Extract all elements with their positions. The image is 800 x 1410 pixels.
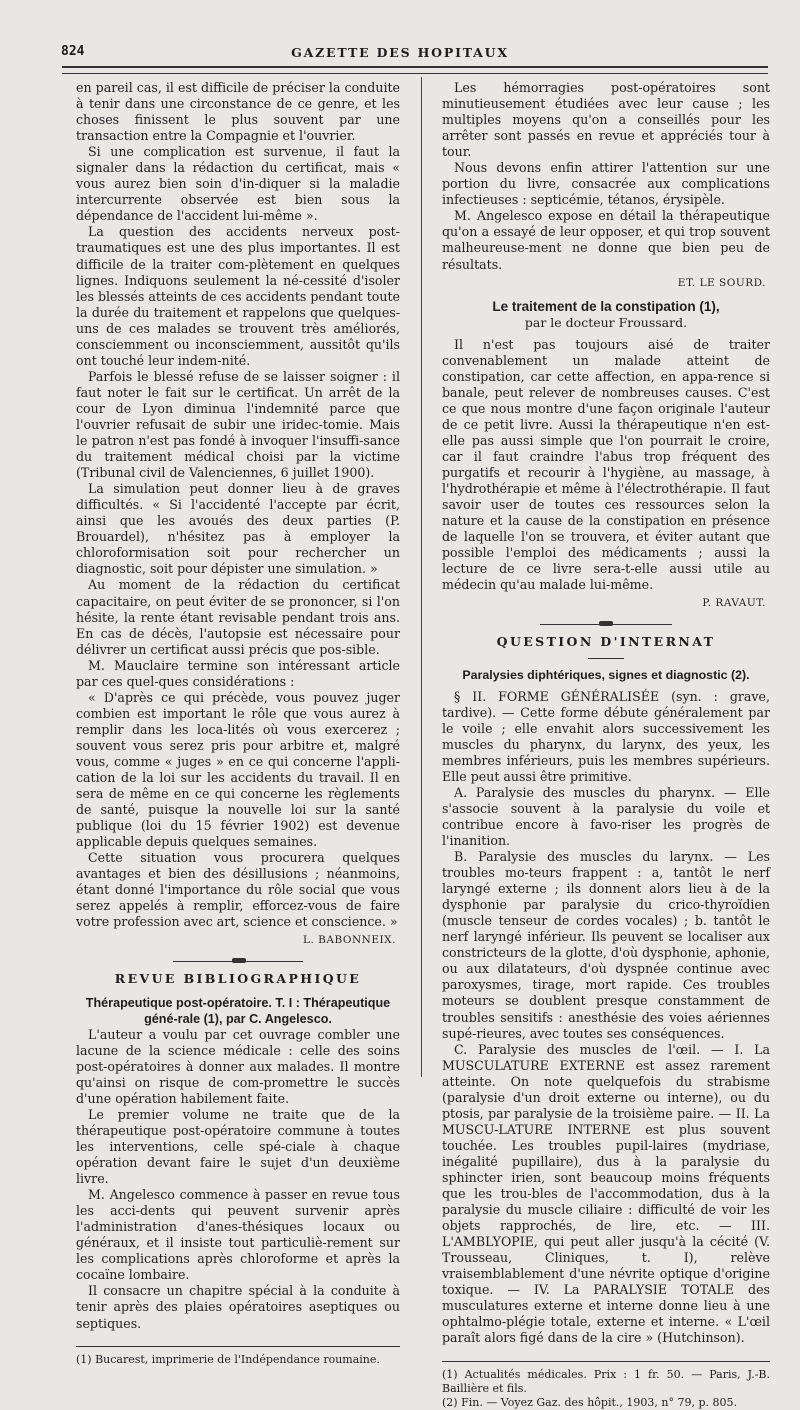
paragraph: Les hémorragies post-opératoires sont minutieusement étudiées avec leur cause ; les multiples moyens qu'on a conseillés pour les arrêter sont passés en revue et appréciés tour à tour.: [442, 80, 770, 160]
paragraph: M. Mauclaire termine son intéressant article par ces quel-ques considérations :: [76, 657, 400, 689]
subsection-title: Paralysies diphtériques, signes et diagnostic (2).: [462, 667, 750, 682]
footnote: (1) Bucarest, imprimerie de l'Indépendance roumaine.: [76, 1352, 380, 1366]
header-rule: [62, 66, 768, 74]
author-signature: ET. LE SOURD.: [677, 276, 766, 289]
ornament-separator: [442, 620, 770, 628]
ornament-separator: [76, 957, 400, 965]
page-number: 824: [61, 44, 85, 59]
footnote: (1) Actualités médicales. Prix : 1 fr. 50. — Paris, J.-B. Baillière et fils.: [442, 1367, 770, 1395]
right-column: [442, 80, 770, 1410]
short-rule: [588, 658, 624, 659]
article-title: Le traitement de la constipation (1),: [492, 298, 720, 314]
paragraph: Parfois le blessé refuse de se laisser soigner : il faut noter le fait sur le certificat. Un arrêt de la cour de Lyon diminua l'indemnité parce que l'ouvrier refusait de subir une iridec-tomie. Mais le patron n'est pas fondé à invoquer l'insuffi-sance du traitement médical choisi par la victime (Tribunal civil de Valenciennes, 6 juillet 1900).: [76, 368, 400, 481]
footnote: (2) Fin. — Voyez Gaz. des hôpit., 1903, n° 79, p. 805.: [442, 1395, 737, 1409]
author-signature: L. BABONNEIX.: [303, 934, 396, 947]
column-divider: [421, 77, 422, 1077]
paragraph: Il n'est pas toujours aisé de traiter convenablement un malade atteint de constipation, car cette affection, en appa-rence si banale, peut relever de nombreuses causes. C'est ce que nous montre d'une façon originale l'auteur de ce petit livre. Aussi la thérapeutique n'en est-elle pas aussi simple que l'on pourrait le croire, car il faut craindre l'abus trop fréquent des purgatifs et recourir à l'hygiène, au massage, à l'hydrothérapie et même à l'électrothérapie. Il faut savoir user de toutes ces ressources selon la nature et la cause de la constipation en présence de laquelle l'on se trouvera, et éviter autant que possible l'emploi des médicaments ; aussi la lecture de ce livre sera-t-elle aussi utile au médecin qu'au malade lui-même.: [442, 336, 770, 593]
paragraph: M. Angelesco commence à passer en revue tous les acci-dents qui peuvent survenir après l'administration d'anes-thésiques locaux ou généraux, et il insiste tout particuliè-rement sur les complications après chloroforme et après la cocaïne lombaire.: [76, 1187, 400, 1283]
article-author: par le docteur Froussard.: [524, 314, 688, 330]
paragraph: en pareil cas, il est difficile de préciser la conduite à tenir dans une circonstance de ce genre, et les choses finissent le plus souvent par une transaction entre la Compagnie et l'ouvrier.: [76, 80, 400, 144]
paragraph: La question des accidents nerveux post-traumatiques est une des plus importantes. Il est difficile de la traiter com-plètement en quelques lignes. Indiquons seulement la né-cessité d'isoler les blessés atteints de ces accidents pendant toute la durée du traitement et rappelons que quelques-uns de ces malades se trouvent très améliorés, consciemment ou inconsciemment, aussitôt qu'ils ont touché leur indem-nité.: [76, 224, 401, 368]
footnote-rule: [442, 1361, 770, 1362]
paragraph: Si une complication est survenue, il faut la signaler dans la rédaction du certificat, mais « vous aurez bien soin d'in-diquer si la maladie intercurrente observée est bien sous la dépendance de l'accident lui-même ».: [76, 144, 400, 224]
paragraph: « D'après ce qui précède, vous pouvez juger combien est important le rôle que vous aurez à remplir dans les loca-lités où vous exercerez ; souvent vous serez pris pour arbitre et, malgré vous, comme « juges » en ce qui concerne l'appli-cation de la loi sur les accidents du travail. Il en sera de même en ce qui concerne les règlements de santé, puisque la nouvelle loi sur la santé publique (loi du 15 février 1902) est devenue applicable depuis quelques semaines.: [76, 689, 400, 850]
paragraph: B. Paralysie des muscles du larynx. — Les troubles mo-teurs frappent : a, tantôt le nerf laryngé externe ; ils donnent alors lieu à de la dysphonie par paralysie du crico-thyroïdien (muscle tenseur de cordes vocales) ; b. tantôt le nerf laryngé inférieur. Ils peuvent se localiser aux constricteurs de la glotte, d'où dysphonie, aphonie, ou aux dilatateurs, d'où dyspnée continue avec paroxysmes, tirage, mort rapide. Ces troubles moteurs se doublent presque constamment de troubles sensitifs : anesthésie des voies aériennes supé-rieures, avec toutes ses conséquences.: [442, 849, 770, 1041]
paragraph: § II. FORME GÉNÉRALISÉE (syn. : grave, tardive). — Cette forme débute généralement par le voile ; elle envahit alors successivement les muscles du pharynx, du larynx, des yeux, les membres inférieurs, puis les membres supérieurs. Elle peut aussi être primitive.: [442, 688, 770, 784]
paragraph: C. Paralysie des muscles de l'œil. — I. La MUSCULATURE EXTERNE est assez rarement atteinte. On note quelquefois du strabisme (paralysie d'un droit externe ou interne), ou du ptosis, par paralysie de la troisième paire. — II. La MUSCU-LATURE INTERNE est plus souvent touchée. Les troubles pupil-laires (mydriase, inégalité pupillaire), dus à la paralysie du sphincter irien, sont beaucoup moins fréquents que les trou-bles de l'accommodation, dus à la paralysie du muscle ciliaire : difficulté de voir les objets rapprochés, de lire, etc. — III. L'AMBLYOPIE, qui peut aller jusqu'à la cécité (V. Trousseau, Cliniques, t. I), relève vraisemblablement d'une névrite optique d'origine toxique. — IV. La PARALYSIE TOTALE des musculatures externe et interne donne lieu à une ophtalmo-plégie totale, externe et interne. « L'œil paraît alors figé dans de la cire » (Hutchinson).: [442, 1041, 770, 1346]
article-title: Thérapeutique post-opératoire. T. I : Thérapeutique géné-rale (1), par C. Angelesco.: [85, 995, 391, 1026]
paragraph: La simulation peut donner lieu à de graves difficultés. « Si l'accidenté l'accepte par écrit, ainsi que les avoués des deux parties (P. Brouardel), n'hésitez pas à employer la chloroformisation soit pour rechercher un diagnostic, soit pour dépister une simulation. »: [76, 481, 400, 577]
section-heading: QUESTION D'INTERNAT: [496, 633, 716, 649]
left-column: [76, 80, 400, 1367]
paragraph: A. Paralysie des muscles du pharynx. — Elle s'associe souvent à la paralysie du voile et contribue encore à favo-riser les progrès de l'inanition.: [442, 784, 770, 849]
running-title: GAZETTE DES HOPITAUX: [291, 45, 509, 60]
paragraph: Le premier volume ne traite que de la thérapeutique post-opératoire commune à toutes les interventions, celle spé-ciale à chaque opération devant faire le sujet d'un deuxième livre.: [76, 1106, 400, 1187]
paragraph: Nous devons enfin attirer l'attention sur une portion du livre, consacrée aux complications infectieuses : septicémie, tétanos, érysipèle.: [442, 160, 770, 208]
paragraph: L'auteur a voulu par cet ouvrage combler une lacune de la science médicale : celle des soins post-opératoires à donner aux malades. Il montre qu'ainsi on risque de com-promettre le succès d'une opération habilement faite.: [76, 1026, 400, 1106]
author-signature: P. RAVAUT.: [702, 597, 766, 610]
section-heading: REVUE BIBLIOGRAPHIQUE: [114, 970, 362, 986]
paragraph: Cette situation vous procurera quelques avantages et bien des désillusions ; néanmoins, étant donné l'importance du rôle social que vous serez appelés à remplir, efforcez-vous de faire votre profession avec art, science et conscience. »: [76, 850, 400, 930]
footnote-rule: [76, 1346, 400, 1347]
paragraph: Au moment de la rédaction du certificat capacitaire, on peut éviter de se prononcer, si l'on hésite, la rente étant revisable pendant trois ans. En cas de décès, l'autopsie est nécessaire pour délivrer un certificat aussi précis que pos-sible.: [76, 577, 400, 657]
paragraph: Il consacre un chapitre spécial à la conduite à tenir après des plaies opératoires aseptiques ou septiques.: [76, 1283, 400, 1331]
paragraph: M. Angelesco expose en détail la thérapeutique qu'on a essayé de leur opposer, et qui trop souvent malheureuse-ment ne donne que bien peu de résultats.: [442, 208, 770, 272]
